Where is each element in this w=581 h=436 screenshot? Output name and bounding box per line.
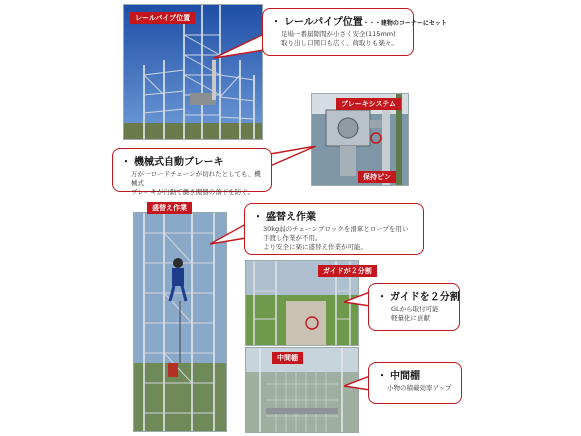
guide-callout <box>368 283 460 331</box>
rail-pipe-callout <box>262 8 447 56</box>
guide-title: ガイドを２分割 <box>390 292 460 303</box>
bullet-icon: ・ <box>121 157 131 168</box>
replacement-line: より安全に楽に盛替え作業が可能。 <box>263 242 367 251</box>
replacement-work-tag: 盛替え作業 <box>147 202 192 214</box>
shelf-line: 小物の積載効率アップ <box>387 384 452 392</box>
middle-shelf-tag: 中間棚 <box>272 352 303 364</box>
bullet-icon: ・ <box>253 212 263 223</box>
guide-line: GLから取付可能 <box>391 305 439 313</box>
replacement-callout-pointer <box>210 222 246 246</box>
holding-pin-tag: 保持ピン <box>358 171 396 183</box>
brake-system-tag: ブレーキシステム <box>336 98 401 110</box>
bullet-icon: ・ <box>271 17 281 28</box>
rail-pipe-subtitle: ・・・建物のコーナーにセット <box>362 20 447 27</box>
brake-callout-pointer <box>270 146 316 168</box>
guide-callout-pointer <box>344 290 370 310</box>
rail-callout-pointer <box>214 30 264 60</box>
rail-pipe-line: 取り出し口開口も広く、荷取りも楽々。 <box>281 38 398 47</box>
bullet-icon: ・ <box>377 371 387 382</box>
rail-pipe-title: レールパイプ位置 <box>284 17 363 28</box>
bullet-icon: ・ <box>377 292 387 303</box>
rail-pipe-photo-tag: レールパイプ位置 <box>130 12 195 24</box>
replacement-line: 手渡し作業が不用。 <box>263 233 322 242</box>
brake-line: 万が一ロードチェーンが切れたとしても、機械式 <box>131 170 261 187</box>
replacement-line: 30kg弱のチェーンブロックを滑車とロープを用い <box>263 225 409 233</box>
rail-pipe-line: 足場一番届隙間が小さく安全(115mm) <box>281 30 396 38</box>
brake-callout <box>112 148 272 196</box>
rail-pipe-photo <box>123 4 263 140</box>
brake-title: 機械式自動ブレーキ <box>134 157 224 168</box>
shelf-callout <box>368 362 462 404</box>
brake-line: ブレーキが自動で働き搬器の落下を防ぐ。 <box>131 187 255 196</box>
shelf-title: 中間棚 <box>390 371 420 382</box>
shelf-callout-pointer <box>344 374 370 394</box>
replacement-title: 盛替え作業 <box>266 212 316 223</box>
guide-line: 軽量化に貢献 <box>391 313 430 322</box>
split-guide-tag: ガイドが２分割 <box>318 265 377 277</box>
replacement-callout <box>244 203 424 255</box>
